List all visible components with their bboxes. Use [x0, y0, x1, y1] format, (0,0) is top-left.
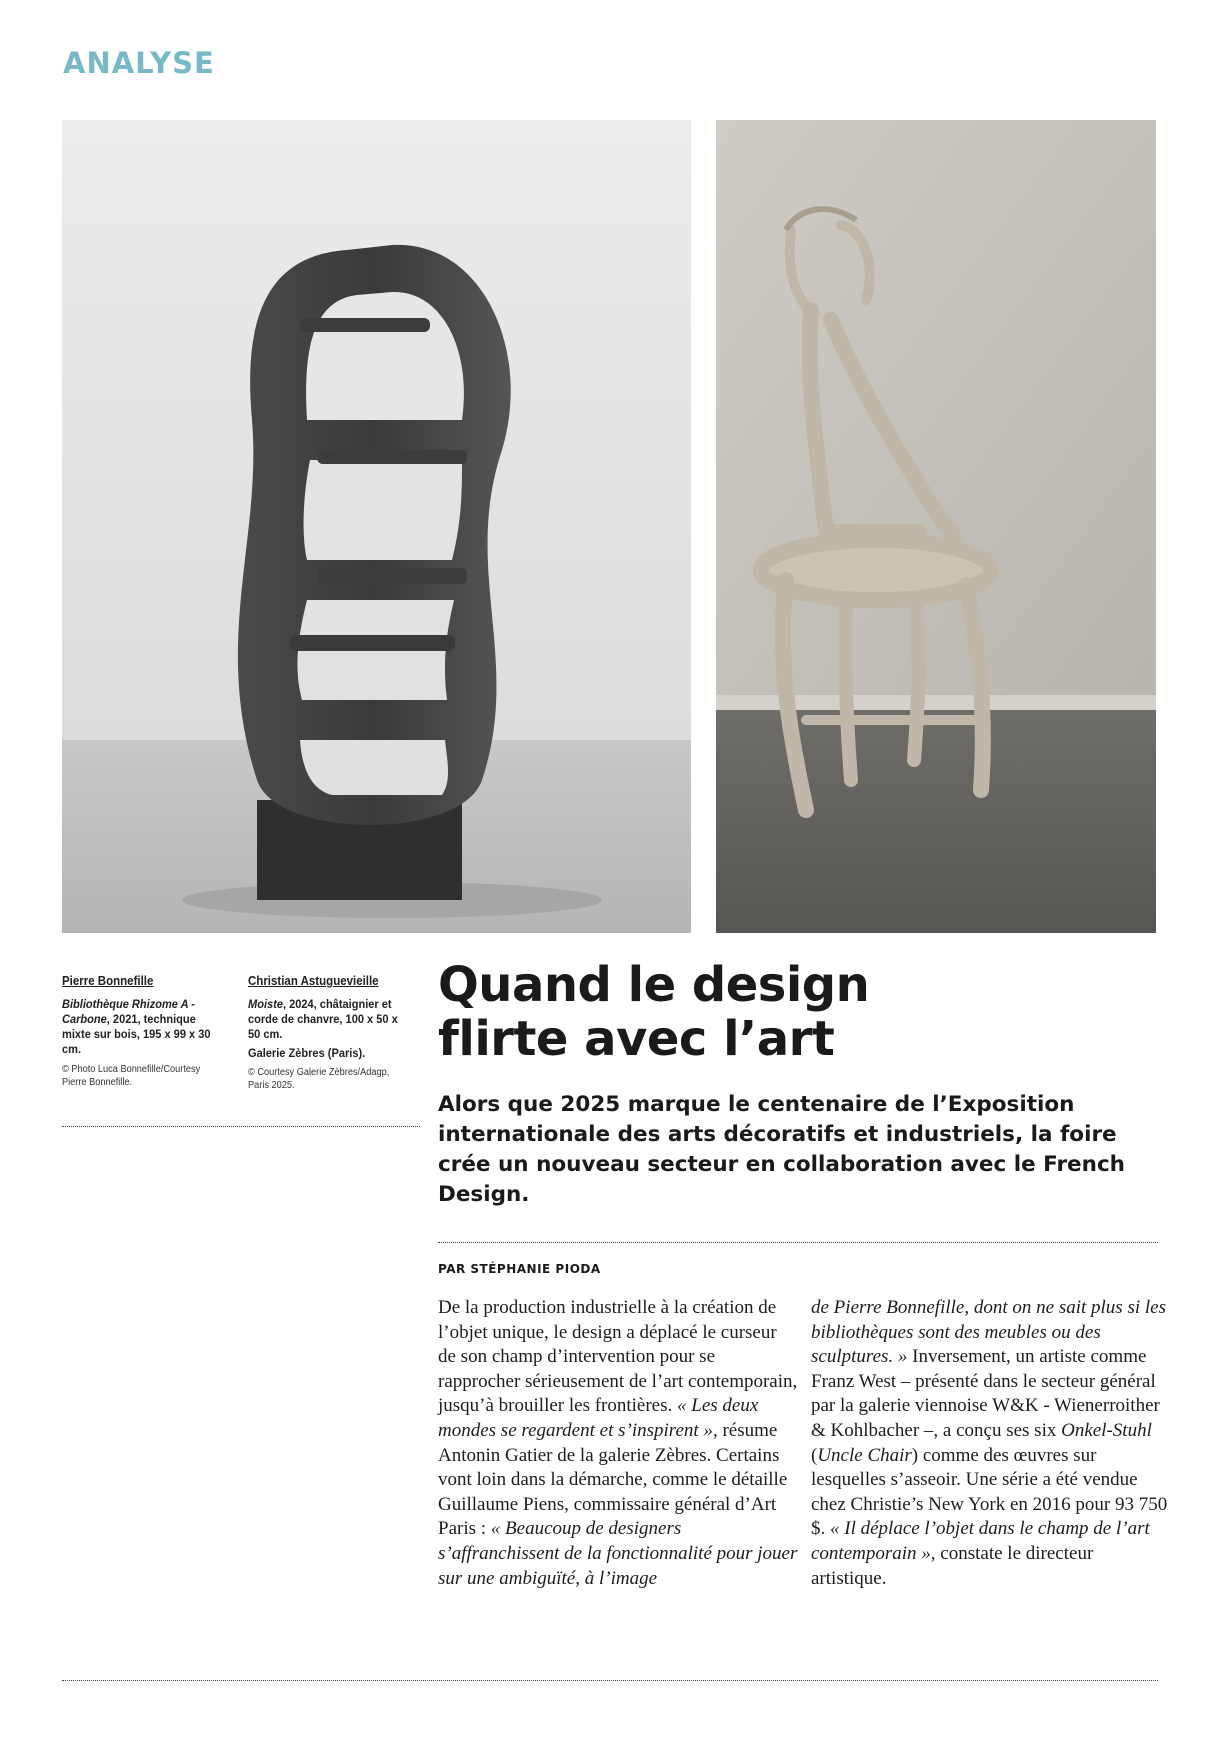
- caption-work-title: Bibliothèque Rhizome A - Carbone: [62, 997, 195, 1026]
- caption-work-details: , 2024, châtaignier et corde de chanvre, 100 x 50 x 50 cm.: [248, 997, 398, 1041]
- lead-divider: [438, 1242, 1158, 1243]
- photo-rope-chair: [716, 120, 1156, 933]
- caption-gallery: Galerie Zèbres (Paris).: [248, 1046, 366, 1060]
- caption-divider: [62, 1126, 420, 1127]
- body-paragraph: de Pierre Bonnefille, dont on ne sait plus si les bibliothèques sont des meubles ou des sculptures. » Inversement, un artiste comme Franz West – présenté dans le secteur général par la galerie viennoise W&K - Wienerroither & Kohlbacher –, a conçu ses six Onkel-Stuhl (Uncle Chair) comme des œuvres sur lesquelles s’asseoir. Une série a été vendue chez Christie’s New York en 2016 pour 93 750 $. « Il déplace l’objet dans le champ de l’art contemporain », constate le directeur artistique.: [811, 1297, 1168, 1589]
- bookshelf-image: [62, 120, 691, 933]
- headline-line-1: Quand le design: [438, 957, 870, 1013]
- body-column-1: [438, 1296, 798, 1591]
- caption-work: [62, 997, 218, 1057]
- rope-chair-image: [716, 120, 1156, 933]
- body-column-2: [811, 1296, 1171, 1591]
- caption-credit: © Photo Luca Bonnefille/Courtesy Pierre Bonnefille.: [62, 1064, 201, 1088]
- caption-artist: Christian Astuguevieille: [248, 974, 379, 988]
- caption-bookshelf: [62, 974, 232, 1089]
- caption-work-title: Moiste: [248, 997, 283, 1011]
- lead-paragraph: Alors que 2025 marque le centenaire de l’Exposition internationale des arts décoratifs et industriels, la foire crée un nouveau secteur en collaboration avec le French Design.: [438, 1092, 1125, 1207]
- caption-credit: © Courtesy Galerie Zèbres/Adagp, Paris 2025.: [248, 1067, 390, 1091]
- headline: [438, 958, 1138, 1066]
- body-paragraph: De la production industrielle à la création de l’objet unique, le design a déplacé le curseur de son champ d’intervention pour se rapprocher sérieusement de l’art contemporain, jusqu’à brouiller les frontières. « Les deux mondes se regardent et s’inspirent », résume Antonin Gatier de la galerie Zèbres. Certains vont loin dans la démarche, comme le détaille Guillaume Piens, commissaire général d’Art Paris : « Beaucoup de designers s’affranchissent de la fonctionnalité pour jouer sur une ambiguïté, à l’image: [438, 1297, 798, 1589]
- section-label: ANALYSE: [63, 46, 215, 80]
- caption-work: [248, 997, 404, 1042]
- byline: PAR STÉPHANIE PIODA: [438, 1262, 601, 1276]
- caption-artist: Pierre Bonnefille: [62, 974, 154, 988]
- caption-work-details: , 2021, technique mixte sur bois, 195 x 99 x 30 cm.: [62, 1012, 211, 1056]
- caption-rope-chair: [248, 974, 418, 1092]
- headline-line-2: flirte avec l’art: [438, 1011, 835, 1067]
- footer-divider: [62, 1680, 1158, 1681]
- photo-bookshelf: [62, 120, 691, 933]
